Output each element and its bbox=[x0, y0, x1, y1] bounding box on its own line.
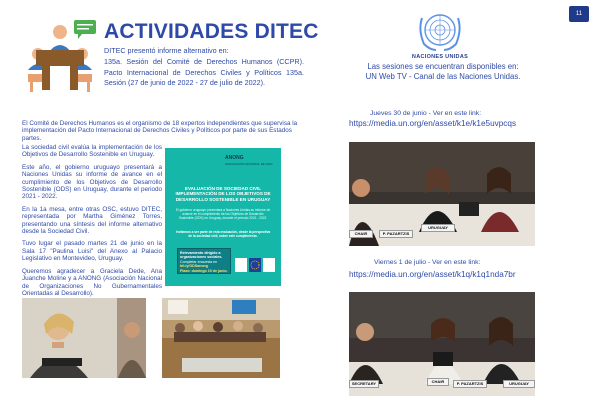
left-column-text bbox=[22, 144, 162, 302]
anong-logo: ANONG ASOCIACIÓN NACIONAL DE ONG bbox=[225, 155, 273, 166]
sessions-line-2: UN Web TV - Canal de las Naciones Unidas. bbox=[365, 72, 521, 81]
sessions-line-1: Las sesiones se encuentran disponibles en: bbox=[367, 62, 519, 71]
session-date-2: Viernes 1 de julio - Ver en este link: bbox=[374, 259, 481, 266]
nameplate-pazartzis: P. PAZARTZIS bbox=[379, 230, 413, 238]
page-title: ACTIVIDADES DITEC bbox=[104, 20, 319, 43]
session-date-1: Jueves 30 de junio - Ver en este link: bbox=[370, 110, 482, 117]
nameplate-chair: CHAIR bbox=[427, 378, 449, 386]
report-cover-image bbox=[165, 148, 281, 286]
paragraph: Queremos agradecer a Graciela Dede, Ana Juanche Moline y a ANONG (Asociación Nacional de Organizaciones No Gubernamentales Orientadas al Desarrollo). bbox=[22, 267, 162, 297]
paragraph: Este año, el gobierno uruguayo presentará a Naciones Unidas su informe de avance en el cumplimiento de los Objetivos de Desarrollo Sostenible (ODS) en Uruguay, durante el periodo 2021 - 2022. bbox=[22, 163, 162, 201]
un-name-label: NACIONES UNIDAS bbox=[411, 54, 469, 60]
paragraph: Tuvo lugar el pasado martes 21 de junio en la Sala 17 "Paulina Luisi" del Anexo al Palacio Legislativo en Montevideo, Uruguay. bbox=[22, 240, 162, 263]
cover-invitation: Invitamos a ser parte de esta evaluación, desde la perspectiva de la sociedad civil, sobre este cumplimiento. bbox=[175, 230, 271, 238]
sessions-info bbox=[348, 62, 538, 82]
nameplate-uruguay: URUGUAY bbox=[503, 380, 535, 388]
intro-line-1: DITEC presentó informe alternativo en: bbox=[104, 46, 229, 55]
paragraph: La sociedad civil evalúa la implementación de los Objetivos de Desarrollo Sostenible en Uruguay. bbox=[22, 144, 162, 159]
cover-body: El gobierno uruguayo presentará a Naciones Unidas su informe de avance en el cumplimiento de los Objetivos de Desarrollo Sostenible (ODS) en Uruguay, durante el período 2021 - 2022. bbox=[175, 208, 271, 220]
cover-survey-box: Relevamiento dirigido a organizaciones sociales. Completar encuesta en bit.ly/ODSanong Plazo: domingo 19 de junio. bbox=[177, 248, 231, 274]
zoom-session-photo bbox=[22, 298, 146, 378]
un-session-photo-1 bbox=[349, 142, 535, 246]
legislative-room-photo bbox=[162, 298, 280, 378]
meeting-icon bbox=[22, 18, 98, 98]
un-emblem-icon bbox=[414, 8, 466, 54]
nameplate-uruguay: URUGUAY bbox=[421, 224, 455, 232]
intro-text bbox=[104, 46, 304, 89]
nameplate-pazartzis: P. PAZARTZIS bbox=[453, 380, 487, 388]
lead-paragraph: El Comité de Derechos Humanos es el organismo de 18 expertos independientes que supervisa la implementación del Pacto Internacional de Derechos Civiles y Políticos por parte de sus Estados partes. bbox=[22, 120, 298, 142]
sponsor-logos bbox=[235, 256, 275, 274]
session-link-2[interactable]: https://media.un.org/en/asset/k1q/k1q1nda7br bbox=[349, 270, 516, 279]
paragraph: En la 1a mesa, entre otras OSC, estuvo DITEC, representada por Martha Giménez Torres, presentando una síntesis del informe alternativo desde la Sociedad Civil. bbox=[22, 205, 162, 236]
cover-title: EVALUACIÓN DE SOCIEDAD CIVIL IMPLEMENTACIÓN DE LOS OBJETIVOS DE DESARROLLO SOSTENIBLE EN URUGUAY bbox=[175, 186, 271, 202]
nameplate-chair: CHAIR bbox=[349, 230, 373, 238]
session-link-1[interactable]: https://media.un.org/en/asset/k1e/k1e5uvpcqs bbox=[349, 119, 517, 128]
page-number: 11 bbox=[569, 6, 589, 22]
intro-line-2: 135a. Sesión del Comité de Derechos Humanos (CCPR). Pacto Internacional de Derechos Civiles y Políticos 135a. Sesión (27 de junio de 2022 - 27 de julio de 2022). bbox=[104, 56, 304, 88]
un-session-photo-2 bbox=[349, 292, 535, 396]
nameplate-secretary: SECRETARY bbox=[349, 380, 379, 388]
